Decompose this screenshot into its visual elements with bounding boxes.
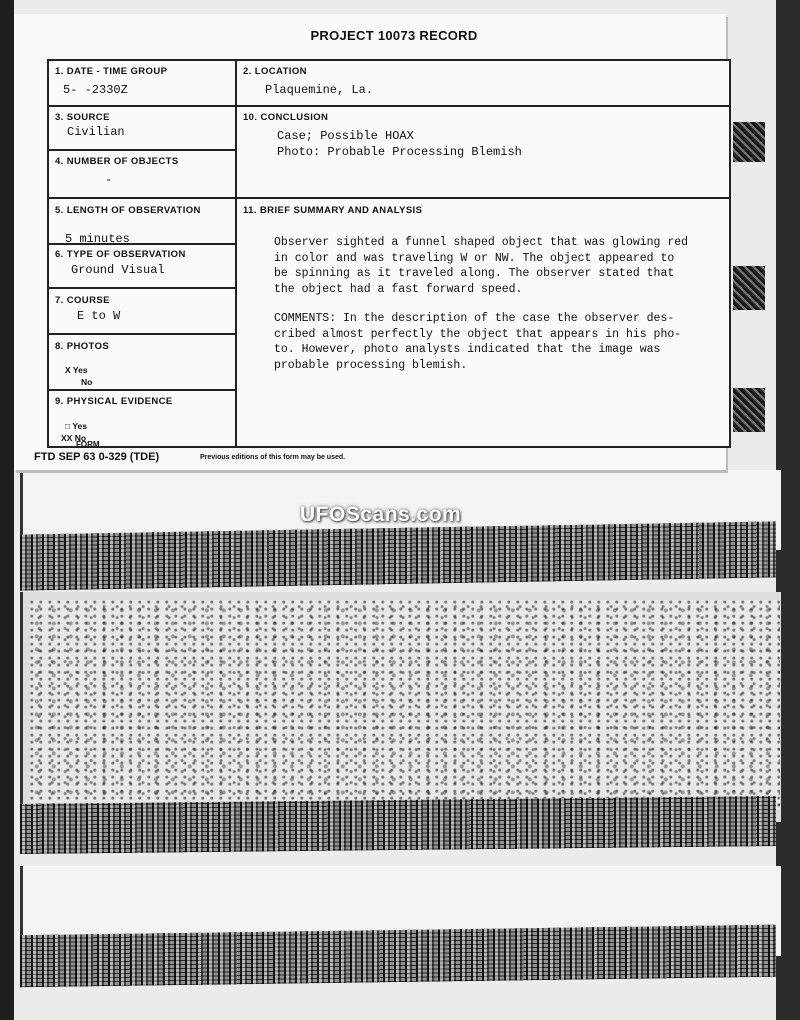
comments-line: COMMENTS: In the description of the case the observer des- <box>274 312 675 325</box>
date-time-cell <box>49 61 237 107</box>
photos-yes-mark: X <box>65 365 71 375</box>
record-form <box>47 59 731 448</box>
conclusion-label: 10. CONCLUSION <box>243 112 329 123</box>
type-label: 6. TYPE OF OBSERVATION <box>55 249 186 260</box>
summary-line: be spinning as it traveled along. The observer stated that <box>274 267 675 280</box>
summary-label: 11. BRIEF SUMMARY AND ANALYSIS <box>243 205 423 216</box>
site-watermark: UFOScans.com <box>300 503 462 526</box>
conclusion-cell <box>237 107 729 199</box>
film-strip-noise-2 <box>20 796 776 854</box>
summary-line: Observer sighted a funnel shaped object that was glowing red <box>274 236 689 249</box>
summary-line: in color and was traveling W or NW. The object appeared to <box>274 251 675 265</box>
comments-line: probable processing blemish. <box>274 358 468 372</box>
summary-line: the object had a fast forward speed. <box>274 282 523 296</box>
conclusion-case: Case; Possible HOAX <box>277 129 414 143</box>
margin-mark <box>733 266 765 310</box>
course-cell <box>49 289 237 335</box>
source-label: 3. SOURCE <box>55 112 110 123</box>
length-of-observation-cell <box>49 199 237 245</box>
number-of-objects-cell <box>49 151 237 199</box>
location-cell <box>237 61 729 107</box>
physical-evidence-label: 9. PHYSICAL EVIDENCE <box>55 396 173 407</box>
record-card <box>14 14 726 470</box>
photos-cell <box>49 335 237 391</box>
comments-line: cribed almost perfectly the object that appears in his pho- <box>274 327 682 341</box>
location-value: Plaquemine, La. <box>265 83 374 97</box>
length-label: 5. LENGTH OF OBSERVATION <box>55 205 201 216</box>
scan-left-edge <box>0 0 14 1020</box>
page-title: PROJECT 10073 RECORD <box>310 28 478 43</box>
number-of-objects-value: - <box>105 173 113 187</box>
margin-mark <box>733 388 765 432</box>
form-note: Previous editions of this form may be used. <box>200 454 346 461</box>
date-time-label: 1. DATE - TIME GROUP <box>55 66 168 77</box>
evidence-yes-mark: □ <box>65 421 71 431</box>
length-value: 5 minutes <box>65 232 130 246</box>
summary-paragraph <box>274 235 688 297</box>
course-label: 7. COURSE <box>55 295 110 306</box>
photo-speckle-image <box>30 600 780 810</box>
evidence-no-text: No <box>74 433 87 443</box>
physical-evidence-cell <box>49 391 237 446</box>
type-of-observation-cell <box>49 245 237 289</box>
comments-line: to. However, photo analysts indicated that the image was <box>274 343 661 356</box>
margin-mark <box>733 122 765 162</box>
type-value: Ground Visual <box>71 263 165 277</box>
form-id: FTD SEP 63 0-329 (TDE) <box>34 451 160 463</box>
source-cell <box>49 107 237 151</box>
location-label: 2. LOCATION <box>243 66 307 77</box>
photos-yes-text: Yes <box>72 365 88 375</box>
number-of-objects-label: 4. NUMBER OF OBJECTS <box>55 156 179 167</box>
source-value: Civilian <box>67 125 125 139</box>
evidence-no-mark: XX <box>61 433 73 443</box>
photos-yes-option <box>65 365 88 375</box>
photos-no-option: No <box>81 377 93 387</box>
evidence-yes-option <box>65 421 87 431</box>
comments-paragraph <box>274 311 681 373</box>
photos-label: 8. PHOTOS <box>55 341 110 352</box>
course-value: E to W <box>77 309 121 323</box>
summary-cell <box>237 199 729 446</box>
film-strip-noise-3 <box>20 925 776 988</box>
form-word: FORM <box>76 440 100 449</box>
conclusion-photo: Photo: Probable Processing Blemish <box>277 145 522 159</box>
evidence-yes-text: Yes <box>72 421 88 431</box>
date-time-value: 5- -2330Z <box>63 83 128 97</box>
